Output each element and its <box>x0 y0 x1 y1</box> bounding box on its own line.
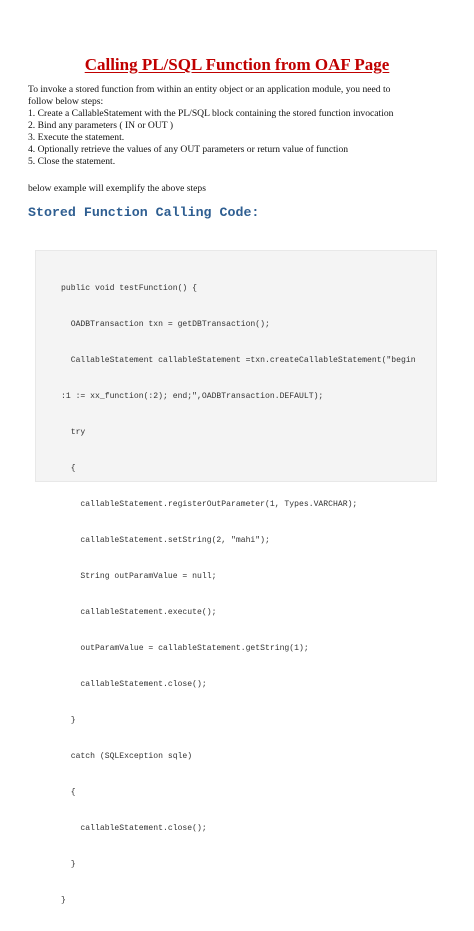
step-5: 5. Close the statement. <box>28 156 116 167</box>
code-line: } <box>61 716 76 725</box>
step-2: 2. Bind any parameters ( IN or OUT ) <box>28 120 174 131</box>
code-line: :1 := xx_function(:2); end;",OADBTransaction.DEFAULT); <box>61 392 324 401</box>
step-4: 4. Optionally retrieve the values of any OUT parameters or return value of function <box>28 144 349 155</box>
code-line: outParamValue = callableStatement.getString(1); <box>61 644 309 653</box>
code-line: catch (SQLException sqle) <box>61 752 193 761</box>
code-line: callableStatement.registerOutParameter(1, Types.VARCHAR); <box>61 500 358 509</box>
step-3: 3. Execute the statement. <box>28 132 125 143</box>
code-line: { <box>61 788 76 797</box>
code-line: callableStatement.setString(2, "mahi"); <box>61 536 270 545</box>
code-line: String outParamValue = null; <box>61 572 217 581</box>
code-line: try <box>61 428 86 437</box>
code-line: public void testFunction() { <box>61 284 197 293</box>
code-line: callableStatement.execute(); <box>61 608 217 617</box>
example-note: below example will exemplify the above steps <box>28 183 206 194</box>
code-line: CallableStatement callableStatement =txn.createCallableStatement("begin <box>61 356 416 365</box>
intro-text <box>28 84 448 168</box>
document-title: Calling PL/SQL Function from OAF Page <box>84 55 390 74</box>
intro-line: To invoke a stored function from within an entity object or an application module, you need to <box>28 84 391 95</box>
code-content <box>61 259 416 931</box>
code-line: } <box>61 896 66 905</box>
code-block <box>35 250 437 905</box>
code-line: { <box>61 464 76 473</box>
section-heading: Stored Function Calling Code: <box>28 205 260 220</box>
code-line: callableStatement.close(); <box>61 680 207 689</box>
code-line: OADBTransaction txn = getDBTransaction(); <box>61 320 270 329</box>
code-line: callableStatement.close(); <box>61 824 207 833</box>
step-1: 1. Create a CallableStatement with the PL/SQL block containing the stored function invocation <box>28 108 394 119</box>
code-line: } <box>61 860 76 869</box>
intro-line: follow below steps: <box>28 96 104 107</box>
